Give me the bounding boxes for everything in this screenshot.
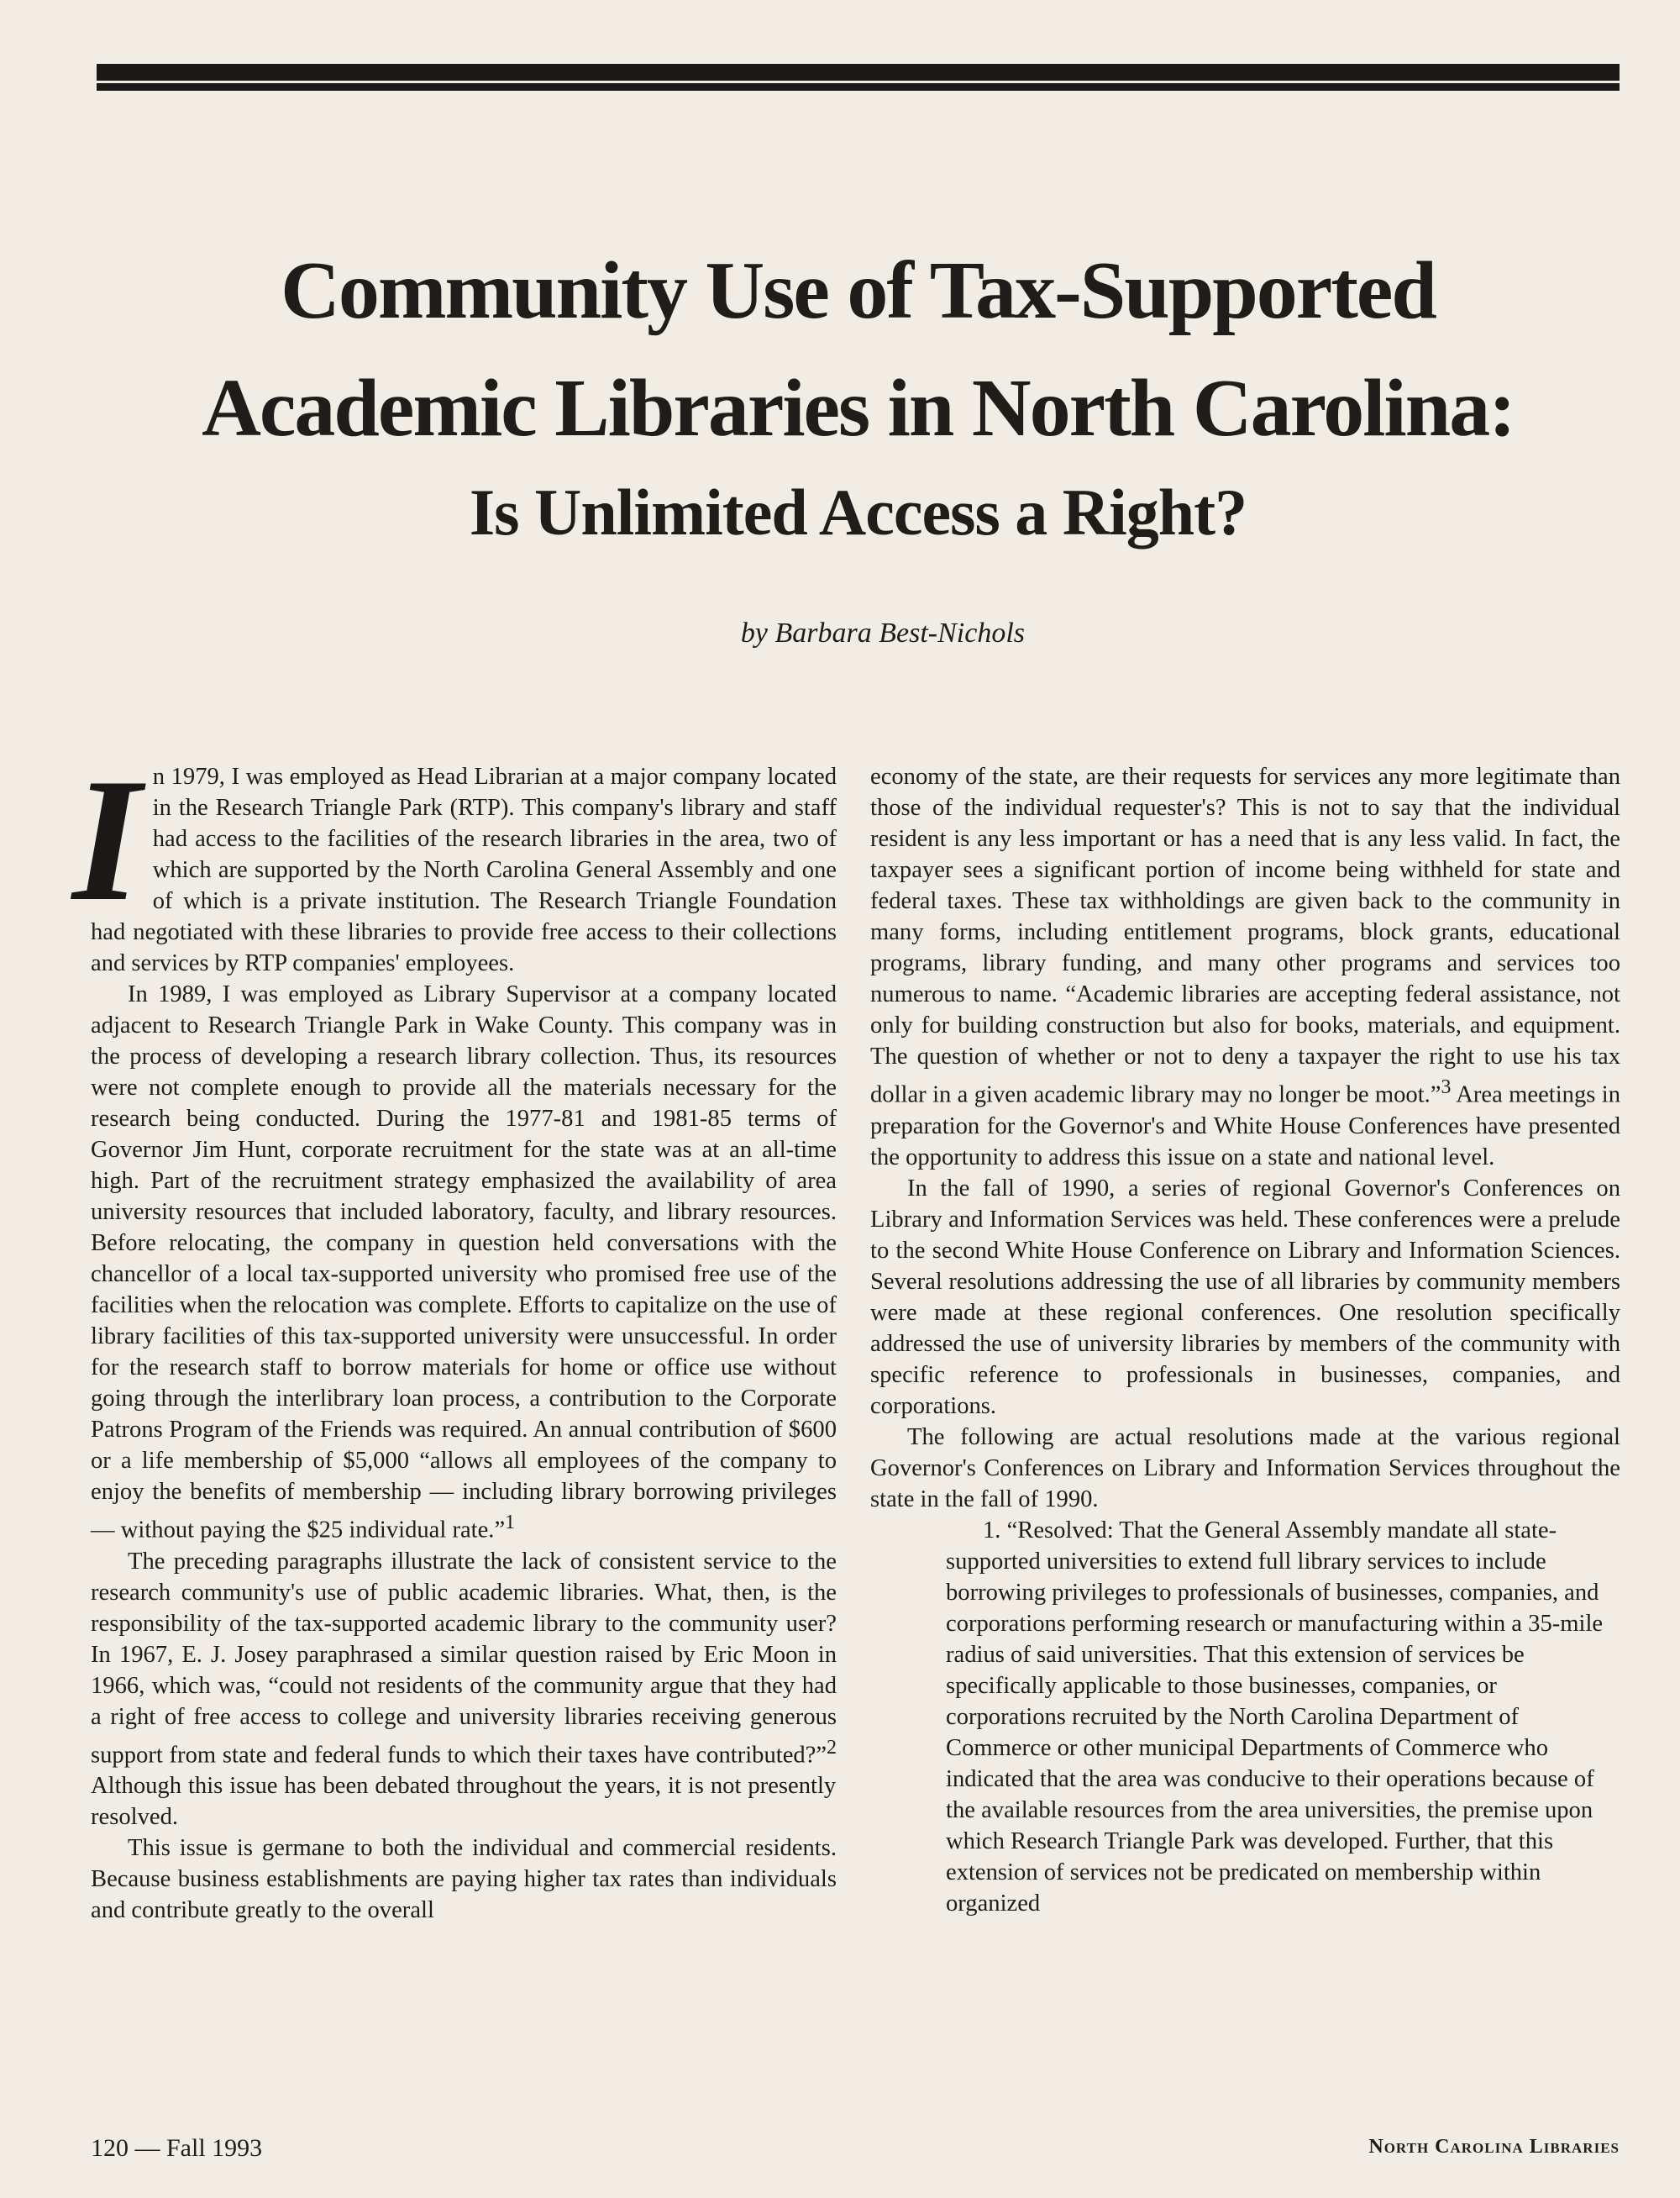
footnote-ref: 2 — [827, 1736, 837, 1759]
footnote-ref: 1 — [505, 1512, 516, 1533]
left-column — [72, 743, 837, 2097]
byline: by Barbara Best-Nichols — [740, 618, 1025, 649]
paragraph: This issue is germane to both the individual and commercial residents. Because business establishments are paying higher tax rates than individuals and contribute greatly to the overall — [91, 1835, 837, 1924]
journal-name: North Carolina Libraries — [1368, 2136, 1620, 2158]
resolution-item: 1. “Resolved: That the General Assembly mandate all state-supported universities to extend full library services to include borrowing privileges to professionals of businesses, companies, and corporations performing research or manufacturing within a 35-mile radius of said universities. That this extension of services be specifically applicable to those businesses, companies, or corporations recruited by the North Carolina Department of Commerce or other municipal Departments of Commerce who indicated that the area was conducive to their operations because of the available resources from the area universities, the premise upon which Research Triangle Park was developed. Further, that this extension of services not be predicated on membership within organized — [946, 1517, 1604, 1917]
paragraph: economy of the state, are their requests for services any more legitimate than those of the individual requester's? This is not to say that the individual resident is any less important or has a need that is any less valid. In fact, the taxpayer sees a significant portion of income being withheld for state and federal taxes. These tax withholdings are given back to the community in many forms, including entitlement programs, block grants, educational programs, library funding, and many other programs and services too numerous to name. “Academic libraries are accepting federal assistance, not only for building construction but also for books, materials, and equipment. The question of whether or not to deny a taxpayer the right to use his tax dollar in a given academic library may no longer be moot.”$^3$ Area meetings in preparation for the Governor's and White House Conferences have presented the opportunity to address this issue on a state and national level. — [870, 764, 1620, 1170]
article-title-line-1: Community Use of Tax-Supported — [281, 245, 1436, 336]
top-rule-thick — [97, 64, 1620, 81]
right-column — [870, 761, 1620, 2097]
paragraph: The preceding paragraphs illustrate the lack of consistent service to the research community's use of public academic libraries. What, then, is the responsibility of the tax-supported academic library to the community user? In 1967, E. J. Josey paraphrased a similar question raised by Eric Moon in 1966, which was, “could not residents of the community argue that they had a right of free access to college and university libraries receiving generous support from state and federal funds to which their taxes have contributed?”$^2$ Although this issue has been debated throughout the years, it is not presently resolved. — [91, 1548, 837, 1831]
paragraph: In 1989, I was employed as Library Supervisor at a company located adjacent to Research Triangle Park in Wake County. This company was in the process of developing a research library collection. Thus, its resources were not complete enough to provide all the materials necessary for the research being conducted. During the 1977-81 and 1981-85 terms of Governor Jim Hunt, corporate recruitment for the state was at an all-time high. Part of the recruitment strategy emphasized the availability of area university resources that included laboratory, faculty, and library resources. Before relocating, the company in question held conversations with the chancellor of a local tax-supported university who promised free use of the facilities when the relocation was complete. Efforts to capitalize on the use of library facilities of this tax-supported university were unsuccessful. In order for the research staff to borrow materials for home or office use without going through the interlibrary loan process, a contribution to the Corporate Patrons Program of the Friends was required. An annual contribution of $600 or a life membership of $5,000 “allows all employees of the company to enjoy the benefits of membership — including library borrowing privileges — without paying the $25 individual rate.”$^1$ — [91, 981, 837, 1543]
footnote-ref: 3 — [1441, 1076, 1452, 1098]
paragraph: The following are actual resolutions made at the various regional Governor's Conferences on Library and Information Services throughout the state in the fall of 1990. — [870, 1423, 1620, 1512]
article-title-line-2: Academic Libraries in North Carolina: — [202, 363, 1515, 454]
article-subtitle: Is Unlimited Access a Right? — [469, 476, 1247, 549]
drop-cap: I — [72, 743, 141, 938]
top-rule-thin — [97, 83, 1620, 91]
paragraph: In 1979, I was employed as Head Librarian at a major company located in the Research Triangle Park (RTP). This company's library and staff had access to the facilities of the research libraries in the area, two of which are supported by the North Carolina General Assembly and one of which is a private institution. The Research Triangle Foundation had negotiated with these libraries to provide free access to their collections and services by RTP companies' employees. — [72, 743, 837, 976]
paragraph: In the fall of 1990, a series of regional Governor's Conferences on Library and Information Services was held. These conferences were a prelude to the second White House Conference on Library and Information Sciences. Several resolutions addressing the use of all libraries by community members were made at these regional conferences. One resolution specifically addressed the use of university libraries by members of the community with specific reference to professionals in businesses, companies, and corporations. — [870, 1175, 1620, 1419]
page-number-issue: 120 — Fall 1993 — [91, 2134, 263, 2162]
